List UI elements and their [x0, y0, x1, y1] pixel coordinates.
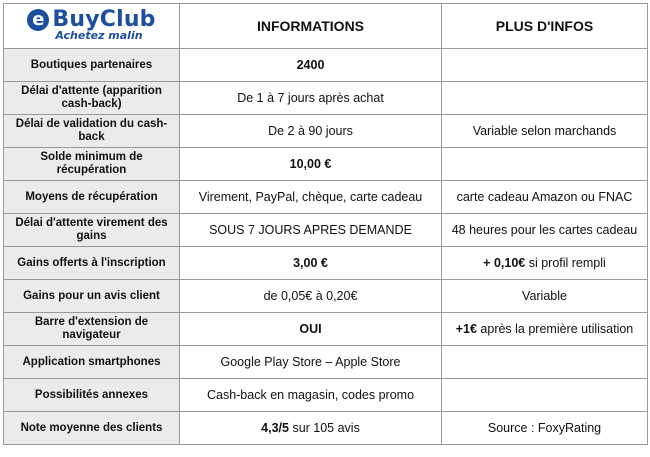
row-label: Boutiques partenaires — [4, 49, 180, 82]
row-info: Virement, PayPal, chèque, carte cadeau — [180, 181, 442, 214]
row-info — [180, 412, 442, 445]
rating-score: 4,3/5 — [261, 421, 289, 435]
row-info: 3,00 € — [180, 247, 442, 280]
row-more-bonus: +1€ — [455, 322, 477, 336]
row-more — [442, 346, 648, 379]
row-label: Possibilités annexes — [4, 379, 180, 412]
row-info: Google Play Store – Apple Store — [180, 346, 442, 379]
header-plus-infos: PLUS D'INFOS — [442, 4, 648, 49]
row-more — [442, 82, 648, 115]
row-info: De 2 à 90 jours — [180, 115, 442, 148]
row-label: Note moyenne des clients — [4, 412, 180, 445]
table-row — [4, 82, 648, 115]
row-info: 2400 — [180, 49, 442, 82]
row-more-detail: après la première utilisation — [476, 322, 634, 336]
row-label: Moyens de récupération — [4, 181, 180, 214]
row-label: Délai de validation du cash-back — [4, 115, 180, 148]
table-row — [4, 49, 648, 82]
ebuyclub-logo — [4, 4, 179, 48]
comparison-table — [3, 3, 648, 445]
table-row — [4, 280, 648, 313]
row-label: Gains offerts à l'inscription — [4, 247, 180, 280]
logo-cell — [4, 4, 180, 49]
table-row — [4, 214, 648, 247]
table-row — [4, 346, 648, 379]
logo-brand: BuyClub — [52, 7, 156, 32]
header-informations: INFORMATIONS — [180, 4, 442, 49]
row-more: 48 heures pour les cartes cadeau — [442, 214, 648, 247]
row-info: 10,00 € — [180, 148, 442, 181]
table-row — [4, 247, 648, 280]
row-more: Variable selon marchands — [442, 115, 648, 148]
row-more: carte cadeau Amazon ou FNAC — [442, 181, 648, 214]
row-more — [442, 49, 648, 82]
table-row — [4, 412, 648, 445]
rating-count: sur 105 avis — [288, 421, 360, 435]
table-row — [4, 115, 648, 148]
row-label: Délai d'attente virement des gains — [4, 214, 180, 247]
row-more: Variable — [442, 280, 648, 313]
row-label: Gains pour un avis client — [4, 280, 180, 313]
row-more-bonus: + 0,10€ — [483, 256, 526, 270]
row-more-detail: si profil rempli — [525, 256, 606, 270]
logo-tagline: Achetez malin — [55, 29, 143, 42]
row-label: Barre d'extension de navigateur — [4, 313, 180, 346]
table-row — [4, 148, 648, 181]
row-more — [442, 379, 648, 412]
row-info: De 1 à 7 jours après achat — [180, 82, 442, 115]
row-info: Cash-back en magasin, codes promo — [180, 379, 442, 412]
row-more — [442, 247, 648, 280]
row-label: Application smartphones — [4, 346, 180, 379]
comparison-table-wrapper — [3, 3, 648, 445]
row-more: Source : FoxyRating — [442, 412, 648, 445]
table-row — [4, 181, 648, 214]
table-row — [4, 313, 648, 346]
row-label: Solde minimum de récupération — [4, 148, 180, 181]
row-label: Délai d'attente (apparition cash-back) — [4, 82, 180, 115]
row-info: de 0,05€ à 0,20€ — [180, 280, 442, 313]
row-more — [442, 148, 648, 181]
header-row — [4, 4, 648, 49]
table-row — [4, 379, 648, 412]
row-info: SOUS 7 JOURS APRES DEMANDE — [180, 214, 442, 247]
row-more — [442, 313, 648, 346]
logo-e-badge: e — [27, 9, 49, 31]
row-info: OUI — [180, 313, 442, 346]
